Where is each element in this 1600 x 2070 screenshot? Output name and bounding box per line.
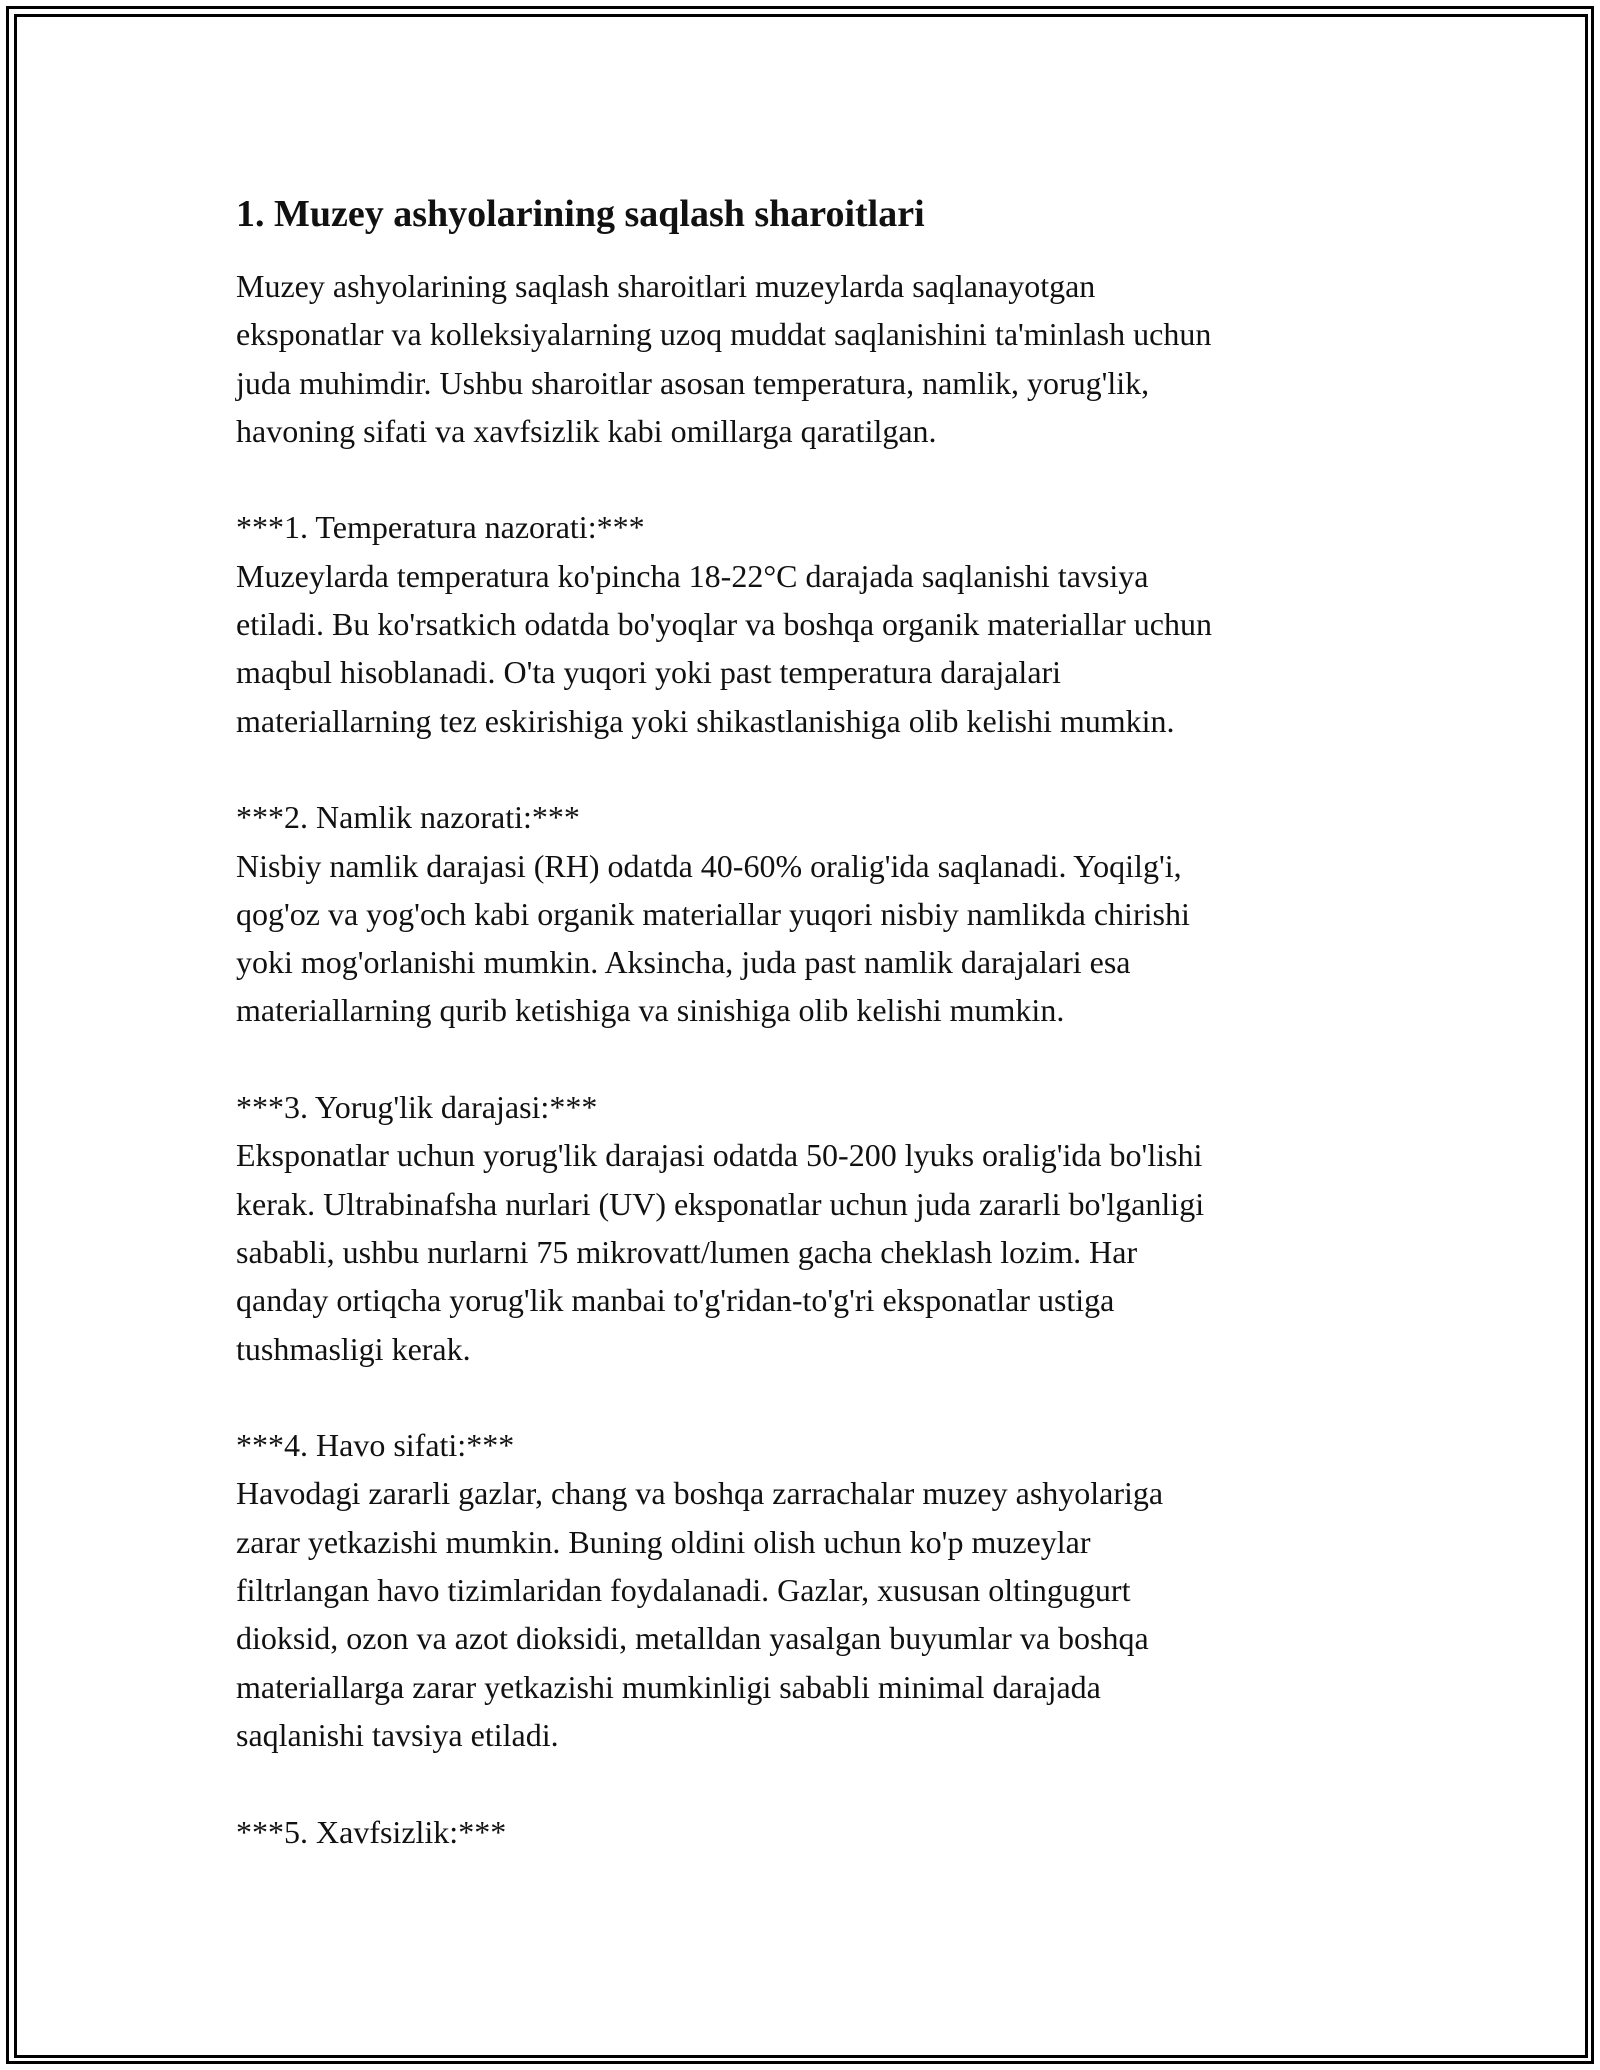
section-body-light: Eksponatlar uchun yorug'lik darajasi odatda 50-200 lyuks oralig'ida bo'lishi kerak. Ultrabinafsha nurlari (UV) eksponatlar uchun juda zararli bo'lganligi sababli, ushbu nurlarni 75 mikrovatt/lumen gacha cheklash lozim. Har qanday ortiqcha yorug'lik manbai to'g'ridan-to'g'ri eksponatlar ustiga tushmasligi kerak. [236,1137,1205,1367]
document-body [236,186,1386,1856]
paragraph-spacer [236,745,1386,793]
section-heading-temperature: ***1. Temperatura nazorati:*** [236,509,645,546]
section-heading-light: ***3. Yorug'lik darajasi:*** [236,1089,598,1126]
paragraph-spacer [236,1759,1386,1807]
paragraph-spacer [236,1373,1386,1421]
paragraph-spacer [236,455,1386,503]
section-heading-security: ***5. Xavfsizlik:*** [236,1813,507,1850]
section-heading-humidity: ***2. Namlik nazorati:*** [236,799,580,836]
intro-paragraph: Muzey ashyolarining saqlash sharoitlari muzeylarda saqlanayotgan eksponatlar va kolleksiyalarning uzoq muddat saqlanishini ta'minlash uchun juda muhimdir. Ushbu sharoitlar asosan temperatura, namlik, yorug'lik, havoning sifati va xavfsizlik kabi omillarga qaratilgan. [236,268,1212,449]
paragraph-spacer [236,1035,1386,1083]
section-body-temperature: Muzeylarda temperatura ko'pincha 18-22°C darajada saqlanishi tavsiya etiladi. Bu ko'rsatkich odatda bo'yoqlar va boshqa organik materiallar uchun maqbul hisoblanadi. O'ta yuqori yoki past temperatura darajalari materiallarning tez eskirishiga yoki shikastlanishiga olib kelishi mumkin. [236,557,1212,739]
document-title: 1. Muzey ashyolarining saqlash sharoitlari [236,193,925,235]
section-body-air-quality: Havodagi zararli gazlar, chang va boshqa zarrachalar muzey ashyolariga zarar yetkazishi mumkin. Buning oldini olish uchun ko'p muzeylar filtrlangan havo tizimlaridan foydalanadi. Gazlar, xususan oltingugurt dioksid, ozon va azot dioksidi, metalldan yasalgan buyumlar va boshqa materiallarga zarar yetkazishi mumkinligi sababli minimal darajada saqlanishi tavsiya etiladi. [236,1475,1164,1753]
section-heading-air-quality: ***4. Havo sifati:*** [236,1427,515,1464]
section-body-humidity: Nisbiy namlik darajasi (RH) odatda 40-60% oralig'ida saqlanadi. Yoqilg'i, qog'oz va yog'och kabi organik materiallar yuqori nisbiy namlikda chirishi yoki mog'orlanishi mumkin. Aksincha, juda past namlik darajalari esa materiallarning qurib ketishiga va sinishiga olib kelishi mumkin. [236,847,1190,1029]
